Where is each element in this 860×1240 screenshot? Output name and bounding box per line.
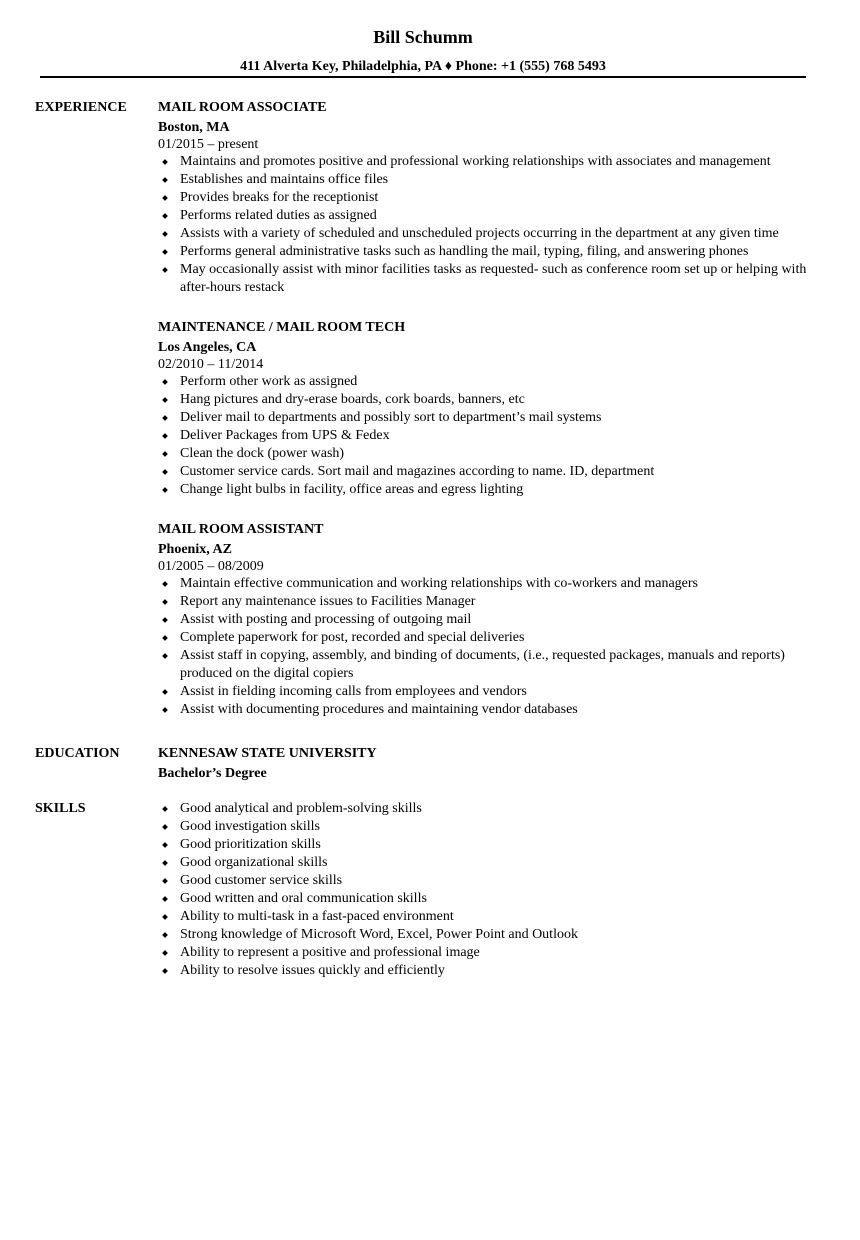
contact-line: 411 Alverta Key, Philadelphia, PA ♦ Phone: +1 (555) 768 5493: [240, 59, 606, 74]
bullet-item: Assist with documenting procedures and maintaining vendor databases: [158, 701, 818, 719]
bullet-icon: [162, 397, 168, 403]
bullet-icon: [162, 950, 168, 956]
skill-item: Good organizational skills: [158, 854, 818, 872]
bullet-icon: [162, 806, 168, 812]
bullet-item: Maintain effective communication and working relationships with co-workers and managers: [158, 575, 818, 593]
job-title: MAINTENANCE / MAIL ROOM TECH: [158, 320, 406, 335]
bullet-item: Customer service cards. Sort mail and magazines according to name. ID, department: [158, 463, 818, 481]
bullet-item: Clean the dock (power wash): [158, 445, 818, 463]
bullet-icon: [162, 896, 168, 902]
job-location: Boston, MA: [158, 120, 230, 135]
bullet-item: Complete paperwork for post, recorded and special deliveries: [158, 629, 818, 647]
bullet-icon: [162, 249, 168, 255]
bullet-icon: [162, 379, 168, 385]
bullet-icon: [162, 878, 168, 884]
bullet-icon: [162, 487, 168, 493]
section-label-experience: EXPERIENCE: [35, 100, 127, 115]
bullet-icon: [162, 469, 168, 475]
bullet-icon: [162, 177, 168, 183]
bullet-icon: [162, 231, 168, 237]
skill-item: Good investigation skills: [158, 818, 818, 836]
bullet-item: Assist with posting and processing of outgoing mail: [158, 611, 818, 629]
bullet-item: Assists with a variety of scheduled and unscheduled projects occurring in the department at any given time: [158, 225, 818, 243]
section-label-skills: SKILLS: [35, 801, 86, 816]
bullet-icon: [162, 842, 168, 848]
bullet-item: Hang pictures and dry-erase boards, cork boards, banners, etc: [158, 391, 818, 409]
job-bullets: [158, 153, 818, 297]
skill-item: Good written and oral communication skills: [158, 890, 818, 908]
job-entry: [158, 319, 818, 499]
job-dates: 02/2010 – 11/2014: [158, 357, 264, 372]
bullet-item: Assist in fielding incoming calls from employees and vendors: [158, 683, 818, 701]
bullet-icon: [162, 932, 168, 938]
degree: Bachelor’s Degree: [158, 766, 267, 781]
skill-item: Ability to represent a positive and professional image: [158, 944, 818, 962]
job-location: Phoenix, AZ: [158, 542, 232, 557]
skill-item: Good analytical and problem-solving skills: [158, 800, 818, 818]
header-divider: [40, 76, 806, 78]
job-location: Los Angeles, CA: [158, 340, 257, 355]
job-bullets: [158, 575, 818, 719]
bullet-item: Performs related duties as assigned: [158, 207, 818, 225]
bullet-icon: [162, 860, 168, 866]
resume-name: Bill Schumm: [373, 27, 473, 47]
bullet-icon: [162, 195, 168, 201]
bullet-icon: [162, 914, 168, 920]
section-label-education: EDUCATION: [35, 746, 120, 761]
school-name: KENNESAW STATE UNIVERSITY: [158, 746, 377, 761]
bullet-icon: [162, 267, 168, 273]
bullet-icon: [162, 159, 168, 165]
skill-item: Good customer service skills: [158, 872, 818, 890]
experience-body: [158, 99, 818, 741]
bullet-icon: [162, 824, 168, 830]
bullet-icon: [162, 635, 168, 641]
bullet-item: Change light bulbs in facility, office areas and egress lighting: [158, 481, 818, 499]
bullet-item: Performs general administrative tasks such as handling the mail, typing, filing, and answering phones: [158, 243, 818, 261]
skill-item: Ability to resolve issues quickly and efficiently: [158, 962, 818, 980]
job-bullets: [158, 373, 818, 499]
job-title: MAIL ROOM ASSOCIATE: [158, 100, 327, 115]
skill-item: Good prioritization skills: [158, 836, 818, 854]
bullet-icon: [162, 689, 168, 695]
bullet-icon: [162, 433, 168, 439]
bullet-item: Provides breaks for the receptionist: [158, 189, 818, 207]
bullet-item: Assist staff in copying, assembly, and binding of documents, (i.e., requested packages, manuals and reports) produced on the digital copiers: [158, 647, 818, 683]
bullet-icon: [162, 707, 168, 713]
job-dates: 01/2015 – present: [158, 137, 259, 152]
skill-item: Strong knowledge of Microsoft Word, Excel, Power Point and Outlook: [158, 926, 818, 944]
skills-body: [158, 800, 818, 980]
bullet-item: Deliver Packages from UPS & Fedex: [158, 427, 818, 445]
bullet-icon: [162, 968, 168, 974]
job-dates: 01/2005 – 08/2009: [158, 559, 264, 574]
bullet-item: Deliver mail to departments and possibly sort to department’s mail systems: [158, 409, 818, 427]
bullet-icon: [162, 415, 168, 421]
job-entry: [158, 99, 818, 297]
bullet-item: Report any maintenance issues to Facilities Manager: [158, 593, 818, 611]
bullet-icon: [162, 617, 168, 623]
bullet-icon: [162, 213, 168, 219]
bullet-item: May occasionally assist with minor facilities tasks as requested- such as conference room set up or helping with after-hours restack: [158, 261, 818, 297]
bullet-icon: [162, 599, 168, 605]
bullet-icon: [162, 451, 168, 457]
job-title: MAIL ROOM ASSISTANT: [158, 522, 324, 537]
bullet-item: Maintains and promotes positive and professional working relationships with associates and management: [158, 153, 818, 171]
education-body: [158, 745, 818, 783]
job-entry: [158, 521, 818, 719]
bullet-icon: [162, 581, 168, 587]
bullet-icon: [162, 653, 168, 659]
skill-item: Ability to multi-task in a fast-paced environment: [158, 908, 818, 926]
bullet-item: Establishes and maintains office files: [158, 171, 818, 189]
skills-list: [158, 800, 818, 980]
bullet-item: Perform other work as assigned: [158, 373, 818, 391]
